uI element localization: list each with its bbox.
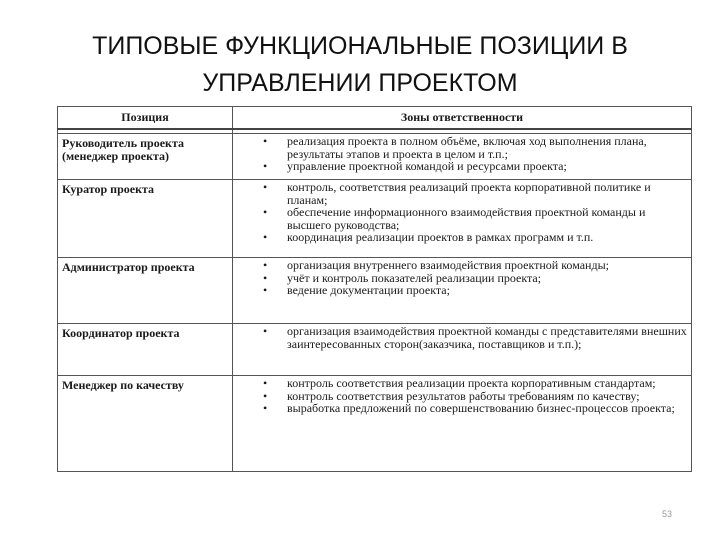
list-item: • обеспечение информационного взаимодействия проектной команды и высшего руководства; <box>237 206 687 231</box>
zones-cell <box>233 180 692 258</box>
zones-cell <box>233 376 692 472</box>
table-row <box>58 134 692 180</box>
header-zones: Зоны ответственности <box>233 107 692 130</box>
header-position: Позиция <box>58 107 233 130</box>
list-item: • учёт и контроль показателей реализации проекта; <box>237 272 687 285</box>
slide-title-line-2: УПРАВЛЕНИИ ПРОЕКТОМ <box>202 69 518 97</box>
position-cell: Администратор проекта <box>58 258 233 324</box>
zones-cell <box>233 134 692 180</box>
table-row <box>58 324 692 376</box>
list-item: • организация взаимодействия проектной команды с представителями внешних заинтересованных сторон(заказчика, поставщиков и т.п.); <box>237 325 687 350</box>
table-row <box>58 180 692 258</box>
list-item: • контроль соответствия результатов работы требованиям по качеству; <box>237 390 687 403</box>
list-item: • контроль соответствия реализации проекта корпоративным стандартам; <box>237 377 687 390</box>
list-item: • координация реализации проектов в рамках программ и т.п. <box>237 231 687 244</box>
zones-list <box>237 325 687 350</box>
responsibility-table <box>57 106 692 472</box>
table-row <box>58 258 692 324</box>
zones-list <box>237 135 687 173</box>
position-cell: Координатор проекта <box>58 324 233 376</box>
table-header-row <box>58 107 692 130</box>
zones-cell <box>233 324 692 376</box>
list-item: • ведение документации проекта; <box>237 284 687 297</box>
slide-title <box>0 28 720 102</box>
zones-list <box>237 181 687 244</box>
zones-cell <box>233 258 692 324</box>
list-item: • реализация проекта в полном объёме, включая ход выполнения плана, результаты этапов и проекта в целом и т.п.; <box>237 135 687 160</box>
slide-title-line-1: ТИПОВЫЕ ФУНКЦИОНАЛЬНЫЕ ПОЗИЦИИ В <box>92 32 628 60</box>
list-item: • организация внутреннего взаимодействия проектной команды; <box>237 259 687 272</box>
position-cell: Руководитель проекта (менеджер проекта) <box>58 134 233 180</box>
position-cell: Куратор проекта <box>58 180 233 258</box>
list-item: • выработка предложений по совершенствованию бизнес-процессов проекта; <box>237 402 687 415</box>
list-item: • контроль, соответствия реализаций проекта корпоративной политике и планам; <box>237 181 687 206</box>
position-cell: Менеджер по качеству <box>58 376 233 472</box>
table-row <box>58 376 692 472</box>
zones-list <box>237 377 687 415</box>
zones-list <box>237 259 687 297</box>
list-item: • управление проектной командой и ресурсами проекта; <box>237 160 687 173</box>
page-number: 53 <box>662 509 673 519</box>
